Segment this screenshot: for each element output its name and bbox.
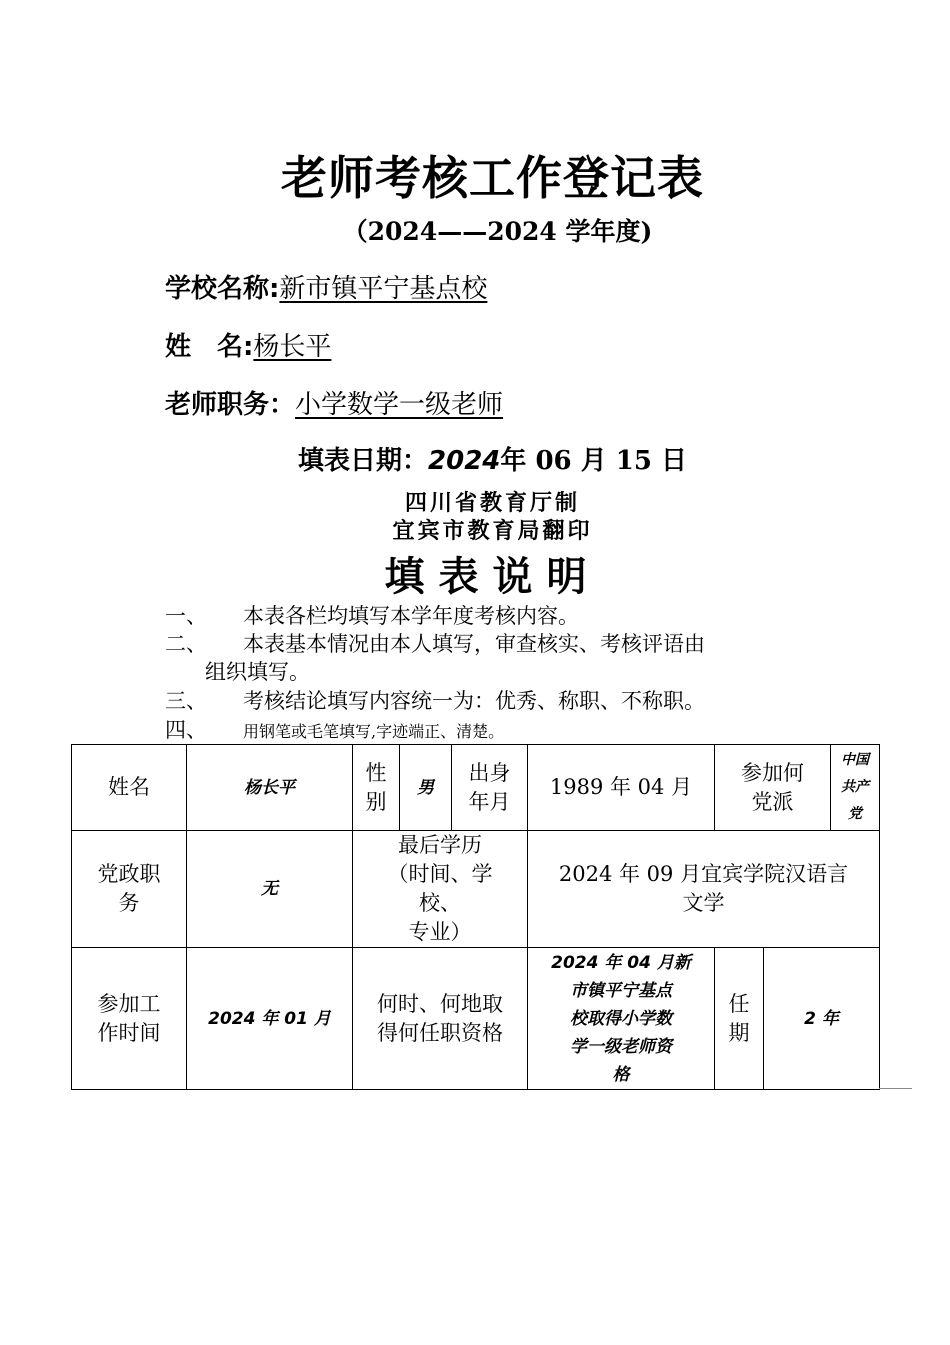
page-title: 老师考核工作登记表 — [281, 151, 704, 205]
work-start-cell-label: 参加工 作时间 — [72, 948, 187, 1090]
position-label: 老师职务： — [165, 390, 296, 420]
registration-table — [71, 744, 880, 1090]
name-cell-value: 杨长平 — [187, 745, 353, 831]
table-row — [72, 745, 880, 831]
note-number: 二、 — [165, 632, 207, 656]
note-text: 本表各栏均填写本学年度考核内容。 — [243, 604, 579, 628]
note-number: 一、 — [165, 604, 207, 628]
note-text: 用钢笔或毛笔填写,字迹端正、清楚。 — [243, 722, 505, 741]
name-cell-label: 姓名 — [72, 745, 187, 831]
issuer-line-2: 宜宾市教育局翻印 — [392, 519, 593, 544]
party-cell-value: 中国 共产 党 — [831, 745, 880, 831]
term-cell-label: 任 期 — [715, 948, 764, 1090]
fill-date-year: 2024 — [428, 446, 501, 476]
table-trailing-line — [879, 1088, 912, 1089]
fill-date — [0, 440, 950, 477]
birth-cell-value: 1989 年 04 月 — [528, 745, 715, 831]
school-label: 学校名称: — [165, 274, 280, 304]
education-cell-value: 2024 年 09 月宜宾学院汉语言 文学 — [528, 831, 880, 948]
name-label: 姓 名: — [165, 332, 254, 362]
post-cell-value: 无 — [187, 831, 353, 948]
qualification-cell-label: 何时、何地取 得何任职资格 — [353, 948, 528, 1090]
position-row — [165, 384, 503, 421]
school-year: （2024——2024 学年度) — [342, 217, 653, 246]
position-value: 小学数学一级老师 — [295, 390, 504, 420]
note-number: 四、 — [165, 718, 207, 742]
post-cell-label: 党政职 务 — [72, 831, 187, 948]
work-start-cell-value: 2024 年 01 月 — [187, 948, 353, 1090]
note-number: 三、 — [165, 689, 207, 713]
name-value: 杨长平 — [253, 332, 332, 362]
name-row — [165, 326, 331, 363]
note-item — [165, 602, 579, 630]
notes-heading: 填表说明 — [384, 554, 601, 600]
fill-date-rest: 年 06 月 15 日 — [500, 446, 687, 476]
school-value: 新市镇平宁基点校 — [279, 274, 488, 304]
table-row — [72, 948, 880, 1090]
issuer-line-1: 四川省教育厅制 — [404, 491, 580, 516]
note-text: 本表基本情况由本人填写，审查核实、考核评语由 — [243, 632, 705, 656]
term-cell-value: 2 年 — [764, 948, 880, 1090]
note-item — [165, 687, 705, 715]
note-item — [165, 630, 705, 658]
qualification-cell-value: 2024 年 04 月新 市镇平宁基点 校取得小学数 学一级老师资 格 — [528, 948, 715, 1090]
note-continuation: 组织填写。 — [205, 660, 310, 684]
note-text: 考核结论填写内容统一为：优秀、称职、不称职。 — [243, 689, 705, 713]
note-item — [165, 716, 504, 746]
fill-date-label: 填表日期： — [298, 446, 429, 476]
table-row — [72, 831, 880, 948]
gender-cell-label: 性 别 — [353, 745, 400, 831]
school-row — [165, 268, 487, 305]
education-cell-label: 最后学历 （时间、学 校、 专业） — [353, 831, 528, 948]
party-cell-label: 参加何 党派 — [715, 745, 831, 831]
gender-cell-value: 男 — [400, 745, 452, 831]
birth-cell-label: 出身 年月 — [452, 745, 528, 831]
